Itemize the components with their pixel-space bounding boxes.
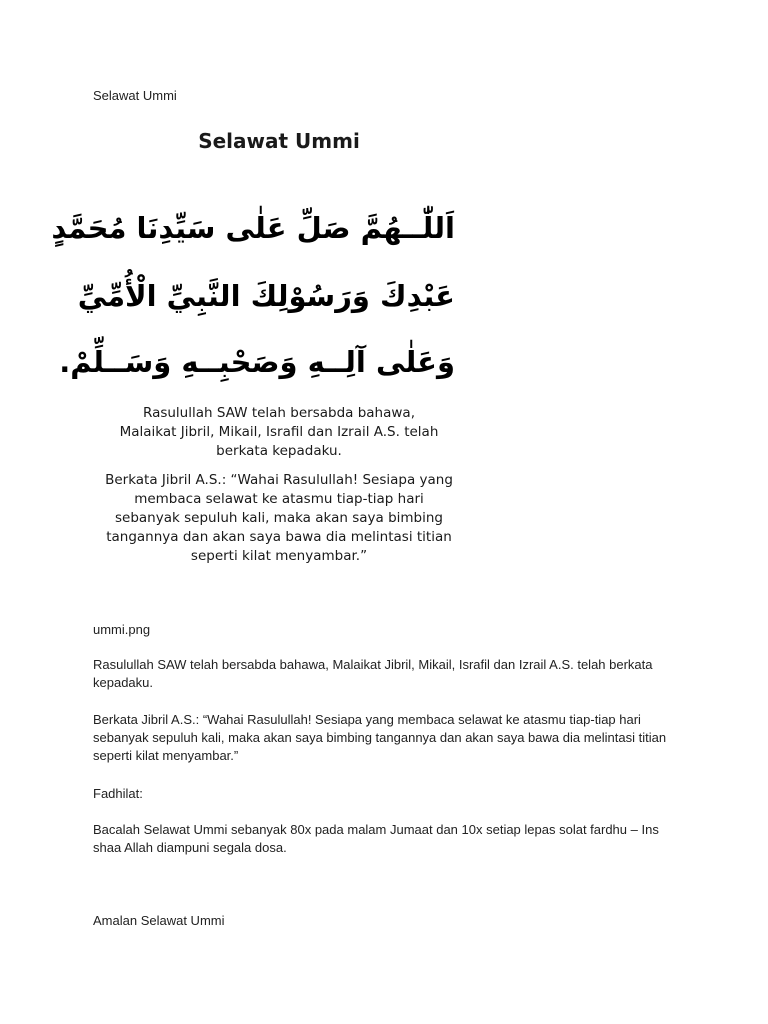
paragraph-1: Rasulullah SAW telah bersabda bahawa, Malaikat Jibril, Mikail, Israfil dan Izrail A.S. telah berkata kepadaku.: [93, 657, 653, 690]
arabic-line-1: اَللّٰــهُمَّ صَلِّ عَلٰى سَيِّدِنَا مُحَمَّدٍ: [51, 211, 455, 245]
document-title: Selawat Ummi: [93, 88, 177, 103]
fadhilat-heading: Fadhilat:: [93, 786, 143, 801]
paragraph-2: Berkata Jibril A.S.: “Wahai Rasulullah! Sesiapa yang membaca selawat ke atasmu tiap-tiap hari sebanyak sepuluh kali, maka akan saya bimbing tangannya dan akan saya bawa dia melintasi titian seperti kilat menyambar.”: [93, 712, 667, 763]
arabic-line-3: وَعَلٰى آلِــهِ وَصَحْبِــهِ وَسَــلِّمْ.: [59, 345, 455, 379]
selawat-image: [51, 123, 465, 578]
fadhilat-text: Bacalah Selawat Ummi sebanyak 80x pada malam Jumaat dan 10x setiap lepas solat fardhu – Ins shaa Allah diampuni segala dosa.: [93, 822, 659, 855]
arabic-line-2: عَبْدِكَ وَرَسُوْلِكَ النَّبِيِّ الْأُمِّيِّ: [77, 279, 455, 313]
image-title: Selawat Ummi: [198, 129, 360, 153]
image-caption: ummi.png: [93, 622, 151, 637]
section-heading: Amalan Selawat Ummi: [93, 913, 225, 928]
image-paragraph-2: Berkata Jibril A.S.: “Wahai Rasulullah! Sesiapa yang membaca selawat ke atasmu tiap-tiap hari sebanyak sepuluh kali, maka akan saya bimbing tangannya dan akan saya bawa dia melintasi titian seperti kilat menyambar.”: [105, 472, 453, 564]
image-paragraph-1: Rasulullah SAW telah bersabda bahawa, Malaikat Jibril, Mikail, Israfil dan Izrail A.S. telah berkata kepadaku.: [119, 405, 439, 459]
